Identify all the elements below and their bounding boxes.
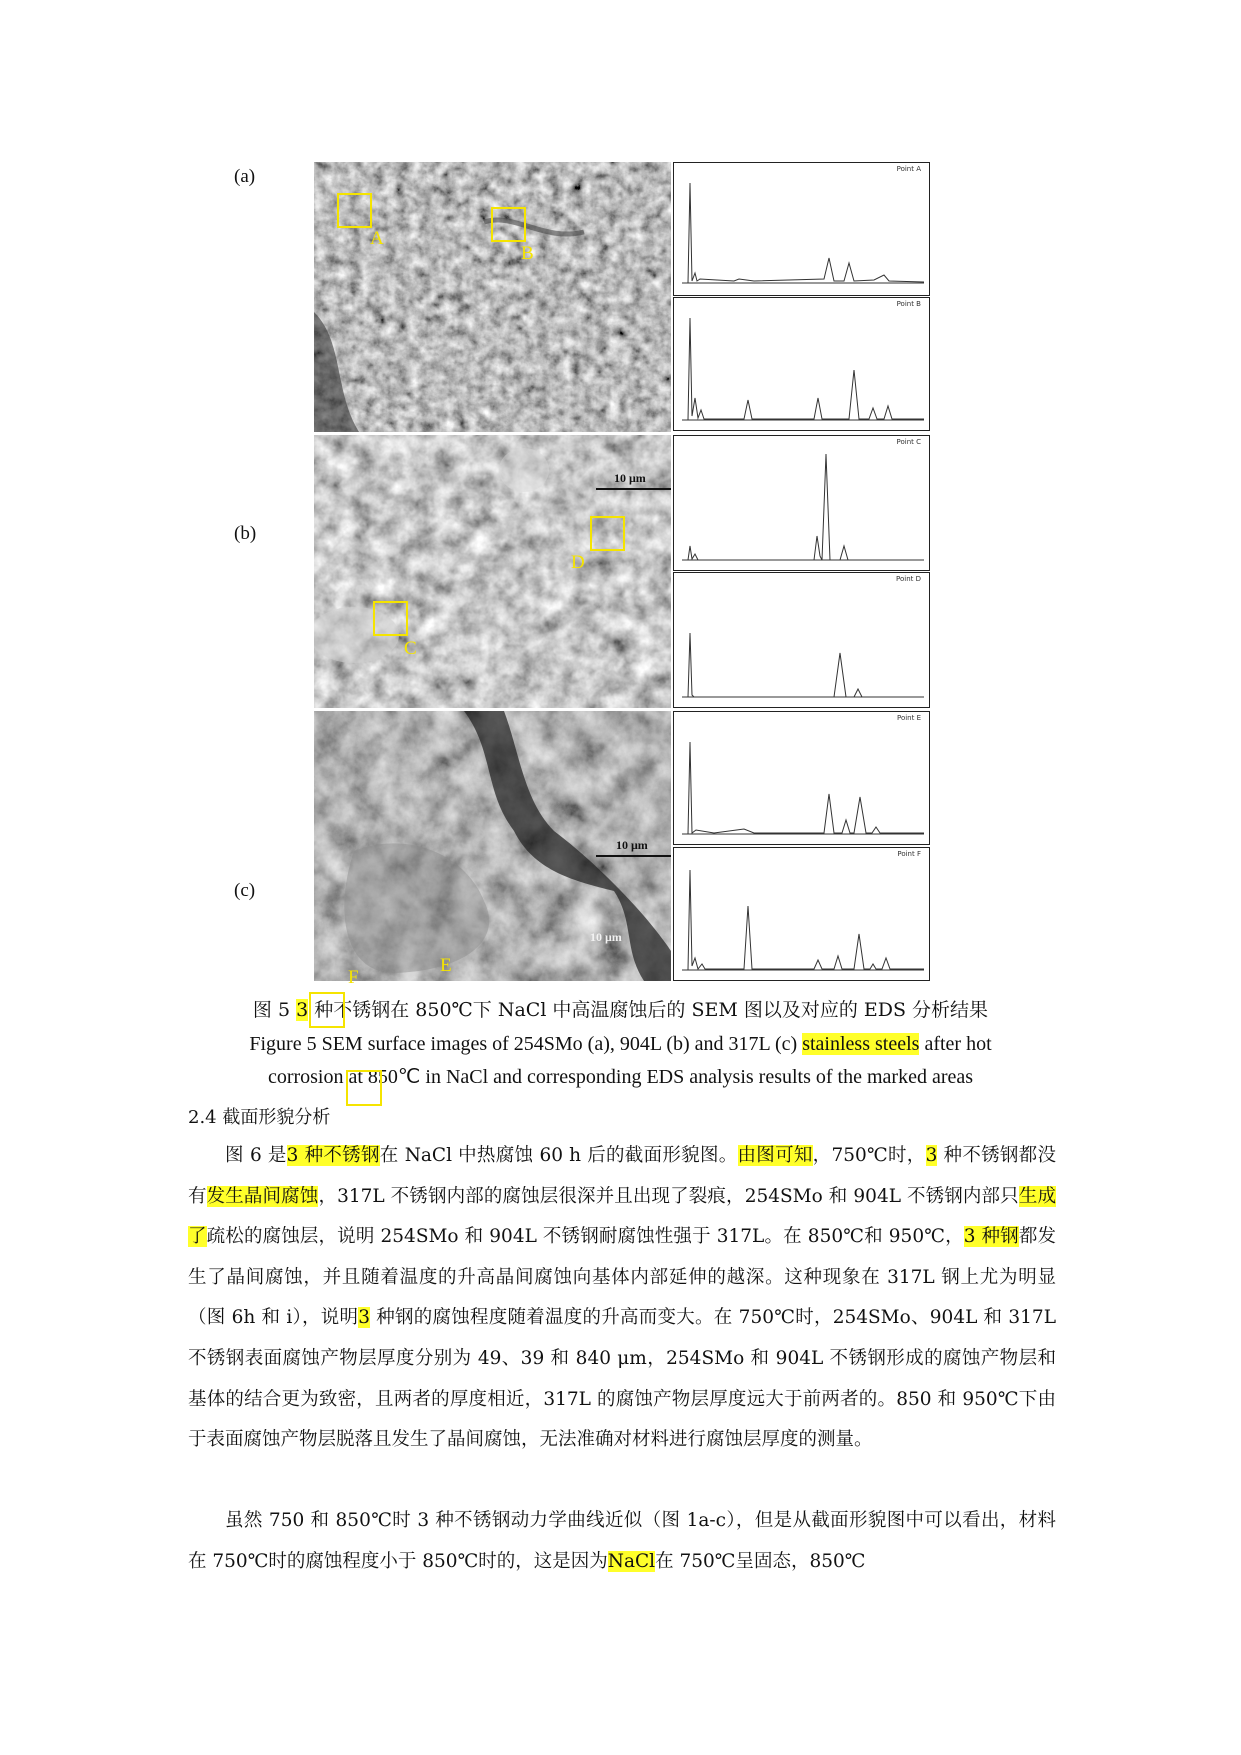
eds-spectrum-c [673, 435, 930, 571]
eds-title-a: Point A [896, 165, 921, 173]
caption-zh-post: 种不锈钢在 850℃下 NaCl 中高温腐蚀后的 SEM 图以及对应的 EDS 分析结果 [308, 999, 989, 1021]
text-run: 虽然 750 和 850℃时 3 种不锈钢动力学曲线近似（图 1a-c），但是从截面形貌图中可以看出，材料在 750℃时的腐蚀程度小于 850℃时的，这是因为 [188, 1510, 1056, 1572]
marker-box-c [373, 601, 408, 636]
annotation-box-1 [309, 992, 345, 1028]
highlight: 3 [358, 1307, 371, 1329]
text-run: 在 NaCl 中热腐蚀 60 h 后的截面形貌图。 [379, 1145, 738, 1166]
eds-title-e: Point E [896, 714, 921, 722]
highlight: 生成了 [188, 1185, 1056, 1248]
panel-label-a: (a) [234, 166, 256, 187]
text-run: ，750℃时， [812, 1145, 926, 1166]
eds-spectrum-e [673, 711, 930, 845]
highlight: NaCl [607, 1550, 656, 1572]
highlight: 发生晶间腐蚀 [206, 1185, 319, 1207]
scale-bar-c [596, 855, 671, 857]
panel-label-b: (b) [234, 523, 257, 544]
paragraph-2 [188, 1501, 1056, 1582]
panel-label-c: (c) [234, 880, 256, 901]
text-run: ，317L 不锈钢内部的腐蚀层很深并且出现了裂痕，254SMo 和 904L 不锈钢内部只 [318, 1185, 1019, 1207]
marker-box-b [491, 207, 526, 242]
scale-label-b: 10 μm [614, 471, 646, 485]
highlight: 3 [925, 1145, 938, 1166]
marker-label-c: C [404, 638, 417, 659]
text-run: 疏松的腐蚀层，说明 254SMo 和 904L 不锈钢耐腐蚀性强于 317L。在 850℃和 950℃， [206, 1226, 964, 1248]
eds-spectrum-b [673, 297, 930, 431]
marker-label-f: F [348, 967, 359, 988]
figure-caption-en-line1 [0, 1028, 1241, 1061]
highlight: 3 种不锈钢 [286, 1145, 380, 1166]
eds-spectrum-d [673, 572, 930, 708]
marker-label-d: D [571, 552, 585, 573]
section-title: 2.4 截面形貌分析 [188, 1107, 331, 1128]
caption-zh-highlight: 3 [296, 999, 309, 1021]
eds-title-b: Point B [896, 300, 921, 308]
eds-title-c: Point C [896, 438, 921, 446]
highlight: 由图可知 [737, 1145, 813, 1166]
scale-label-c-inner: 10 μm [590, 930, 622, 944]
eds-spectrum-a [673, 162, 930, 296]
figure-caption-zh [0, 994, 1241, 1027]
eds-spectrum-f [673, 847, 930, 981]
caption-zh-pre: 图 5 [252, 999, 297, 1021]
scale-bar-b [596, 488, 671, 490]
marker-label-b: B [521, 243, 534, 264]
text-run: 在 750℃呈固态，850℃ [655, 1550, 866, 1572]
marker-label-e: E [440, 955, 452, 976]
eds-title-f: Point F [897, 850, 921, 858]
eds-title-d: Point D [896, 575, 921, 583]
caption-en-post: after hot [919, 1033, 992, 1055]
text-run: 种钢的腐蚀程度随着温度的升高而变大。在 750℃时，254SMo、904L 和 317L 不锈钢表面腐蚀产物层厚度分别为 49、39 和 840 μm，254SMo 和 904L 不锈钢形成的腐蚀产物层和基体的结合更为致密，且两者的厚度相近，317L 的腐蚀产物层厚度远大于前两者的。850 和 950℃下由于表面腐蚀产物层脱落且发生了晶间腐蚀，无法准确对材料进行腐蚀层厚度的测量。 [188, 1307, 1056, 1451]
scale-label-c: 10 μm [616, 838, 648, 852]
paragraph-1 [188, 1136, 1056, 1461]
marker-box-a [337, 193, 372, 228]
caption-en-pre: Figure 5 SEM surface images of 254SMo (a), 904L (b) and 317L (c) [249, 1033, 803, 1055]
text-run: 图 6 是 [225, 1145, 287, 1166]
caption-en-highlight: stainless steels [802, 1033, 920, 1055]
text-run: 种不锈钢都没有 [188, 1145, 1056, 1207]
marker-label-a: A [370, 228, 384, 249]
annotation-box-2 [346, 1070, 382, 1106]
figure-caption-en-line2: corrosion at 850℃ in NaCl and corresponding EDS analysis results of the marked areas [267, 1066, 974, 1088]
text-run: 都发生了晶间腐蚀，并且随着温度的升高晶间腐蚀向基体内部延伸的越深。这种现象在 317L 钢上尤为明显（图 6h 和 i），说明 [188, 1226, 1056, 1329]
highlight: 3 种钢 [963, 1226, 1019, 1248]
marker-box-d [590, 516, 625, 551]
